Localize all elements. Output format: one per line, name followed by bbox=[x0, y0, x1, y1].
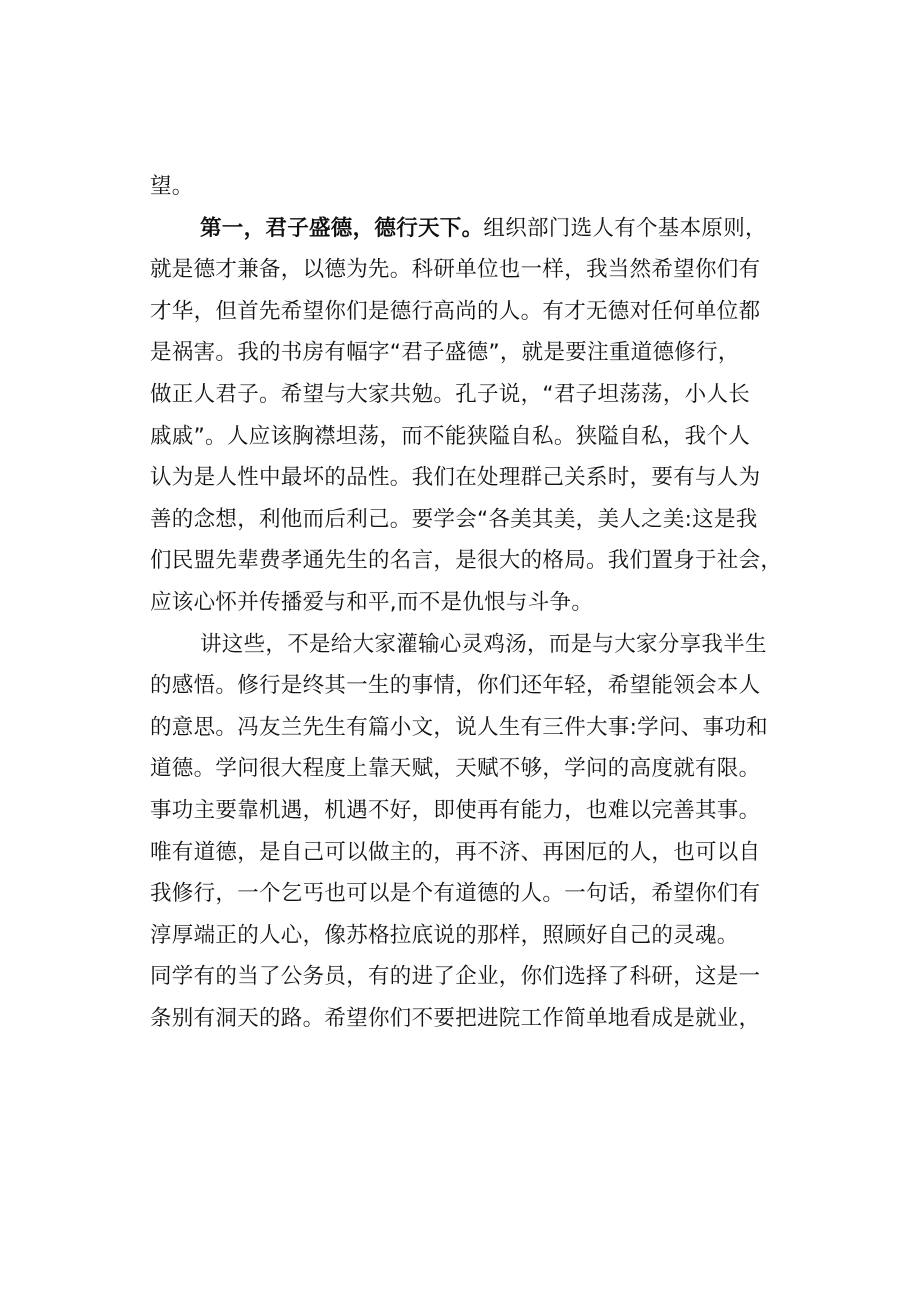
text-line: 唯有道德，是自己可以做主的，再不济、再困厄的人，也可以自 bbox=[150, 839, 761, 865]
text-line: 应该心怀并传播爱与和平,而不是仇恨与斗争。 bbox=[150, 589, 594, 615]
document-body bbox=[150, 166, 810, 1039]
text-line: 的感悟。修行是终其一生的事情，你们还年轻，希望能领会本人 bbox=[150, 673, 761, 699]
text-line: 望。 bbox=[150, 174, 194, 199]
text-line: 们民盟先辈费孝通先生的名言，是很大的格局。我们置身于社会， bbox=[150, 548, 783, 574]
paragraph-first-line: 讲这些，不是给大家灌输心灵鸡汤，而是与大家分享我半生 bbox=[200, 631, 767, 657]
text-line: 做正人君子。希望与大家共勉。孔子说，“君子坦荡荡，小人长 bbox=[150, 381, 751, 407]
text-segment: 组织部门选人有个基本原则， bbox=[483, 215, 767, 241]
text-line: 就是德才兼备，以德为先。科研单位也一样，我当然希望你们有 bbox=[150, 257, 761, 283]
text-line: 才华，但首先希望你们是德行高尚的人。有才无德对任何单位都 bbox=[150, 298, 761, 324]
paragraph-first-line bbox=[150, 208, 810, 250]
text-line: 事功主要靠机遇，机遇不好，即使再有能力，也难以完善其事。 bbox=[150, 797, 761, 823]
text-line: 善的念想，利他而后利己。要学会“各美其美，美人之美:这是我 bbox=[150, 506, 758, 532]
text-line: 道德。学问很大程度上靠天赋，天赋不够，学问的高度就有限。 bbox=[150, 756, 761, 782]
text-line: 戚戚”。人应该胸襟坦荡，而不能狭隘自私。狭隘自私，我个人 bbox=[150, 423, 751, 449]
section-heading: 第一，君子盛德，德行天下。 bbox=[200, 215, 484, 241]
text-line: 条别有洞天的路。希望你们不要把进院工作简单地看成是就业， bbox=[150, 1005, 761, 1031]
text-line: 淳厚端正的人心，像苏格拉底说的那样，照顾好自己的灵魂。 bbox=[150, 922, 739, 948]
text-line: 的意思。冯友兰先生有篇小文，说人生有三件大事:学问、事功和 bbox=[150, 714, 768, 740]
text-line: 认为是人性中最坏的品性。我们在处理群己关系时，要有与人为 bbox=[150, 465, 761, 491]
text-line: 同学有的当了公务员，有的进了企业，你们选择了科研，这是一 bbox=[150, 964, 761, 990]
text-line: 是祸害。我的书房有幅字“君子盛德”，就是要注重道德修行， bbox=[150, 340, 740, 366]
text-line: 我修行，一个乞丐也可以是个有道德的人。一句话，希望你们有 bbox=[150, 881, 761, 907]
